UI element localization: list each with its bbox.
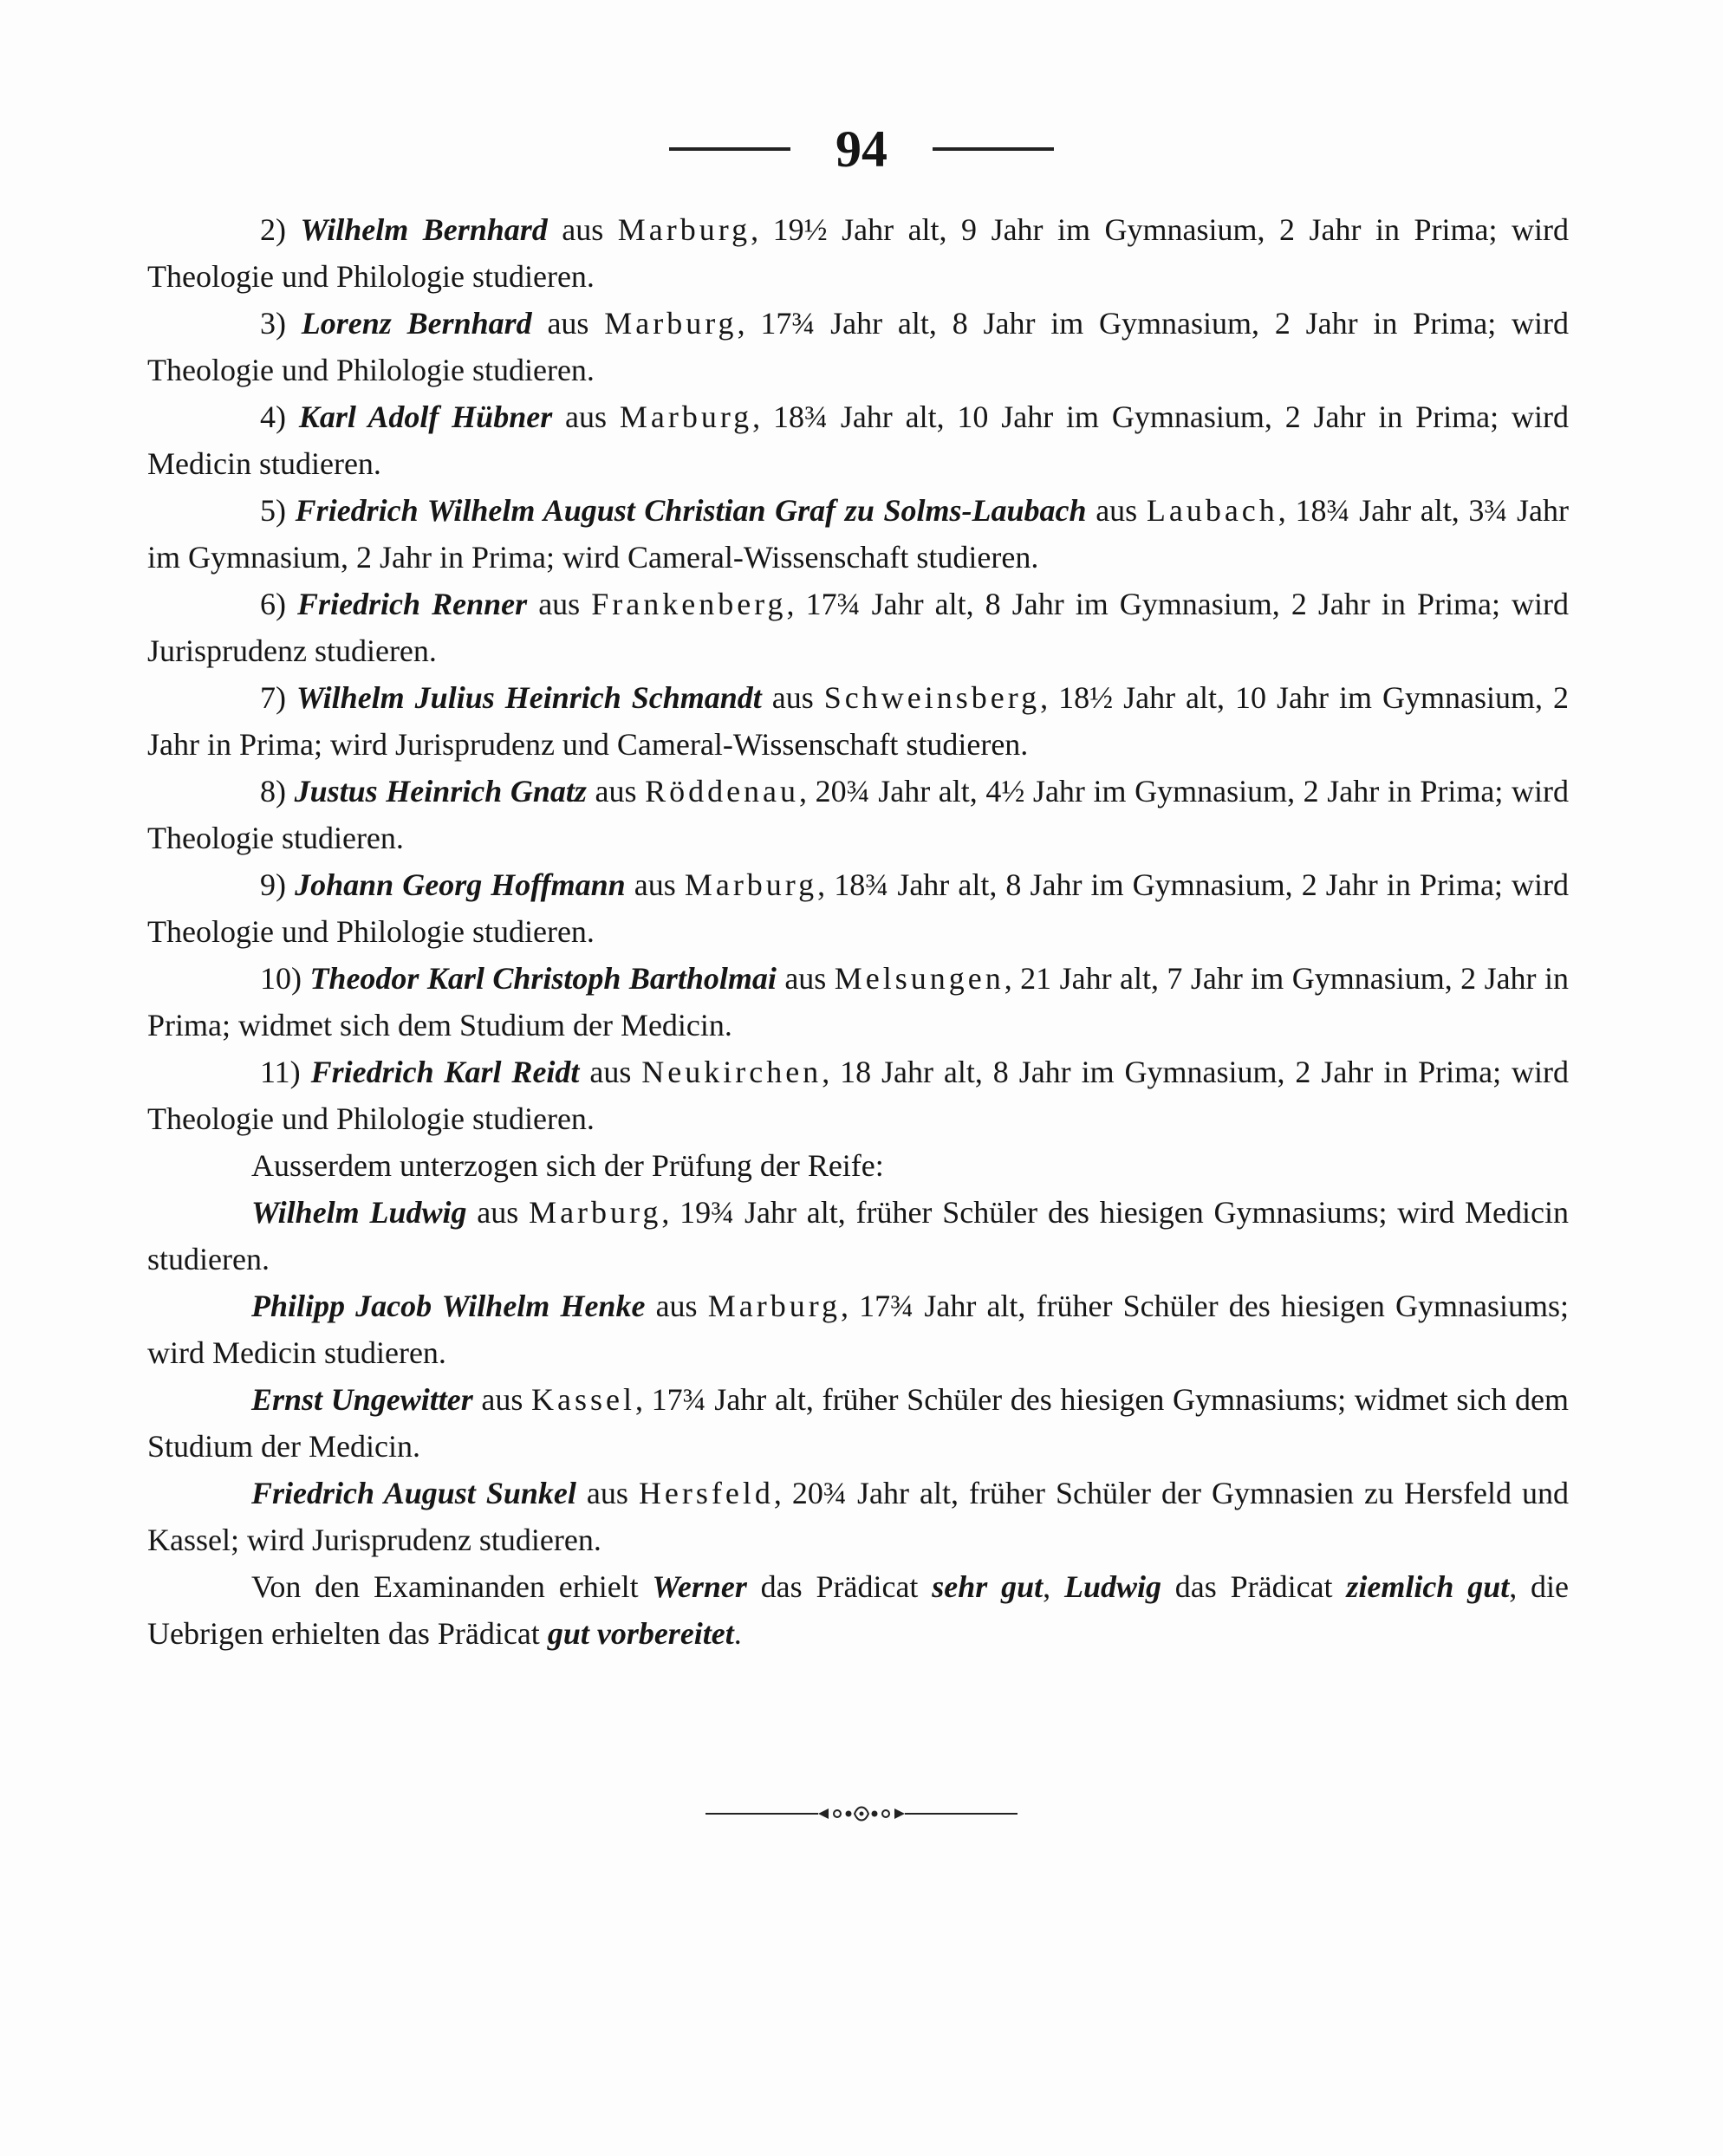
student-name: Karl Adolf Hübner	[298, 399, 553, 434]
student-name: Wilhelm Ludwig	[251, 1195, 467, 1230]
grade: gut vorbereitet	[547, 1616, 734, 1651]
entry-number: 6)	[260, 587, 286, 621]
conclusion-text: .	[733, 1616, 742, 1651]
entry-number: 10)	[260, 961, 302, 996]
from-word: aus	[625, 867, 685, 902]
student-name: Friedrich August Sunkel	[251, 1476, 576, 1510]
page-header	[0, 120, 1723, 178]
entry-number: 2)	[260, 212, 286, 247]
entry-number: 11)	[260, 1055, 301, 1089]
entry-8	[147, 768, 1569, 861]
birthplace: Röddenau	[645, 774, 800, 808]
entry-number: 5)	[260, 493, 286, 528]
extra-entry-sunkel	[147, 1470, 1569, 1563]
grade: ziemlich gut	[1346, 1569, 1510, 1604]
student-name: Johann Georg Hoffmann	[295, 867, 626, 902]
birthplace: Laubach	[1146, 493, 1278, 528]
birthplace: Marburg	[604, 306, 738, 341]
conclusion-text: , die Uebrigen erhielten das Prädicat	[147, 1569, 1570, 1651]
entry-details: , 20¾ Jahr alt, 4½ Jahr im Gymnasium, 2 Jahr in Prima; wird Theologie studieren.	[147, 774, 1569, 855]
entry-details: , 17¾ Jahr alt, 8 Jahr im Gymnasium, 2 Jahr in Prima; wird Jurisprudenz studieren.	[147, 587, 1569, 668]
entry-details: , 21 Jahr alt, 7 Jahr im Gymnasium, 2 Jahr in Prima; widmet sich dem Studium der Medicin.	[147, 961, 1569, 1042]
extra-entry-ludwig	[147, 1189, 1569, 1283]
student-name: Theodor Karl Christoph Bartholmai	[309, 961, 777, 996]
header-rule-right	[933, 147, 1054, 151]
conclusion-text: das Prädicat	[746, 1569, 933, 1604]
entry-3	[147, 300, 1569, 393]
student-name: Friedrich Karl Reidt	[310, 1055, 580, 1089]
graded-name: Werner	[652, 1569, 747, 1604]
entry-details: , 18¾ Jahr alt, 3¾ Jahr im Gymnasium, 2 Jahr in Prima; wird Cameral-Wissenschaft studieren.	[147, 493, 1570, 575]
entry-number: 4)	[260, 399, 286, 434]
header-rule-left	[669, 147, 790, 151]
entry-number: 3)	[260, 306, 286, 341]
entry-details: , 17¾ Jahr alt, 8 Jahr im Gymnasium, 2 Jahr in Prima; wird Theologie und Philologie studieren.	[147, 306, 1569, 387]
entry-4	[147, 393, 1569, 487]
entry-7	[147, 674, 1569, 768]
from-word: aus	[472, 1382, 532, 1417]
birthplace: Hersfeld	[638, 1476, 774, 1510]
additional-examinees-note: Ausserdem unterzogen sich der Prüfung der Reife:	[251, 1148, 884, 1183]
entry-details: , 18¾ Jahr alt, 10 Jahr im Gymnasium, 2 Jahr in Prima; wird Medicin studieren.	[147, 399, 1569, 481]
birthplace: Schweinsberg	[823, 680, 1041, 715]
student-name: Ernst Ungewitter	[251, 1382, 473, 1417]
section-end-ornament	[0, 1801, 1723, 1827]
entry-details: , 19½ Jahr alt, 9 Jahr im Gymnasium, 2 Jahr in Prima; wird Theologie und Philologie studieren.	[147, 212, 1570, 294]
graded-name: Ludwig	[1063, 1569, 1161, 1604]
entry-details: , 18½ Jahr alt, 10 Jahr im Gymnasium, 2 Jahr in Prima; wird Jurisprudenz und Cameral-Wissenschaft studieren.	[147, 680, 1569, 762]
grade: sehr gut	[932, 1569, 1044, 1604]
conclusion-text: Von den Examinanden erhielt	[251, 1569, 653, 1604]
ornament-icon	[705, 1801, 1018, 1827]
entry-details: , 18¾ Jahr alt, 8 Jahr im Gymnasium, 2 Jahr in Prima; wird Theologie und Philologie studieren.	[147, 867, 1569, 949]
birthplace: Marburg	[617, 212, 751, 247]
from-word: aus	[586, 774, 646, 808]
entry-details: , 20¾ Jahr alt, früher Schüler der Gymnasien zu Hersfeld und Kassel; wird Jurisprudenz studieren.	[147, 1476, 1569, 1557]
from-word: aus	[547, 212, 618, 247]
birthplace: Melsungen	[834, 961, 1005, 996]
entry-number: 7)	[260, 680, 286, 715]
entry-9	[147, 861, 1569, 955]
from-word: aus	[645, 1289, 708, 1323]
conclusion-text: das Prädicat	[1161, 1569, 1347, 1604]
conclusion-text: ,	[1043, 1569, 1064, 1604]
birthplace: Frankenberg	[591, 587, 787, 621]
entry-11	[147, 1049, 1569, 1142]
from-word: aus	[531, 306, 605, 341]
extra-entry-ungewitter	[147, 1376, 1569, 1470]
from-word: aus	[761, 680, 824, 715]
from-word: aus	[466, 1195, 530, 1230]
birthplace: Marburg	[684, 867, 818, 902]
page-number: 94	[835, 120, 888, 178]
extra-entry-henke	[147, 1283, 1569, 1376]
entry-details: , 19¾ Jahr alt, früher Schüler des hiesigen Gymnasiums; wird Medicin studieren.	[147, 1195, 1569, 1276]
entry-number: 9)	[260, 867, 286, 902]
entry-number: 8)	[260, 774, 286, 808]
document-body	[147, 206, 1569, 1657]
from-word: aus	[579, 1055, 642, 1089]
from-word: aus	[575, 1476, 639, 1510]
student-name: Philipp Jacob Wilhelm Henke	[251, 1289, 646, 1323]
entry-2	[147, 206, 1569, 300]
student-name: Wilhelm Julius Heinrich Schmandt	[296, 680, 762, 715]
birthplace: Marburg	[619, 399, 753, 434]
birthplace: Neukirchen	[641, 1055, 822, 1089]
student-name: Friedrich Renner	[297, 587, 528, 621]
entry-5	[147, 487, 1569, 581]
student-name: Wilhelm Bernhard	[300, 212, 548, 247]
from-word: aus	[776, 961, 835, 996]
student-name: Justus Heinrich Gnatz	[294, 774, 587, 808]
entry-details: , 18 Jahr alt, 8 Jahr im Gymnasium, 2 Jahr in Prima; wird Theologie und Philologie studieren.	[147, 1055, 1569, 1136]
entry-details: , 17¾ Jahr alt, früher Schüler des hiesigen Gymnasiums; widmet sich dem Studium der Medicin.	[147, 1382, 1569, 1464]
grades-conclusion	[147, 1563, 1569, 1657]
student-name: Lorenz Bernhard	[301, 306, 532, 341]
entry-6	[147, 581, 1569, 674]
entry-10	[147, 955, 1569, 1049]
from-word: aus	[552, 399, 620, 434]
birthplace: Kassel	[531, 1382, 635, 1417]
birthplace: Marburg	[529, 1195, 662, 1230]
birthplace: Marburg	[707, 1289, 842, 1323]
student-name: Friedrich Wilhelm August Christian Graf zu Solms-Laubach	[295, 493, 1087, 528]
from-word: aus	[527, 587, 592, 621]
from-word: aus	[1086, 493, 1147, 528]
entry-details: , 17¾ Jahr alt, früher Schüler des hiesigen Gymnasiums; wird Medicin studieren.	[147, 1289, 1569, 1370]
